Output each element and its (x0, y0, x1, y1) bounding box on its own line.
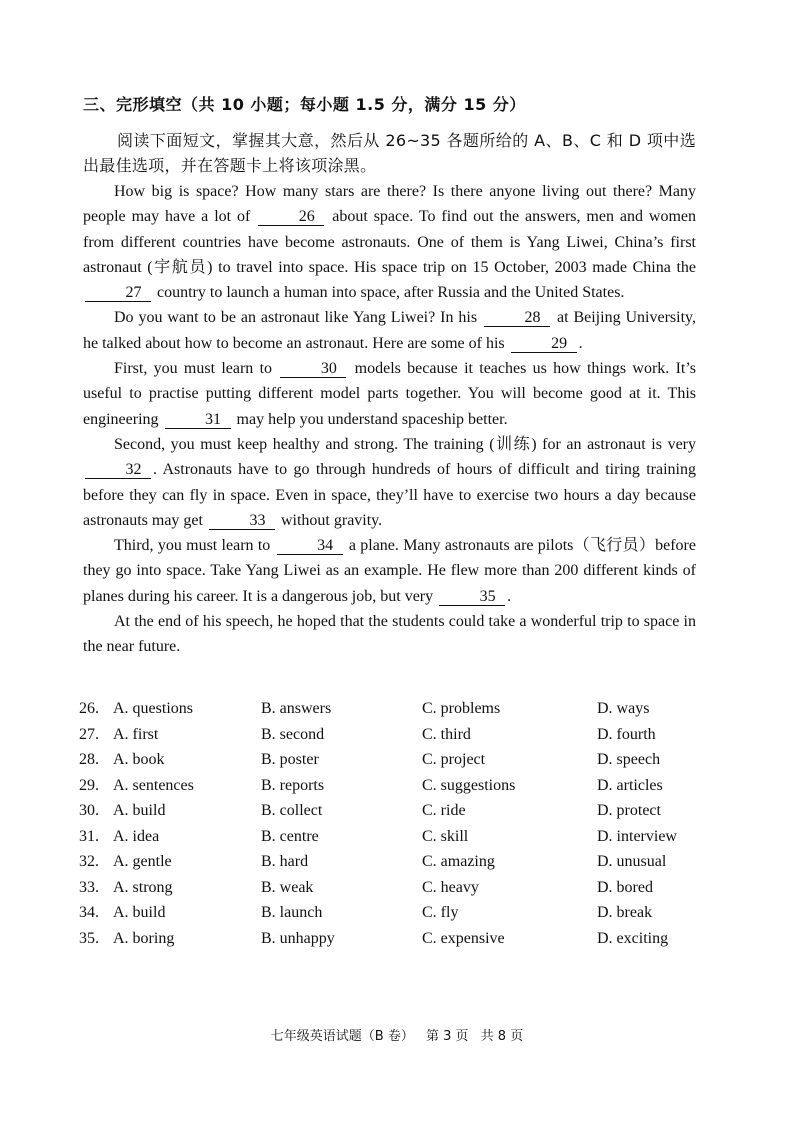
option-a: A. first (113, 725, 159, 743)
option-row-29 (79, 776, 703, 803)
option-c: C. skill (422, 827, 469, 845)
page-number: 第 3 页 (425, 1029, 469, 1044)
page-total: 共 8 页 (480, 1029, 524, 1044)
option-b: B. poster (261, 751, 319, 768)
blank-34: 34 (277, 538, 343, 555)
question-number: 30. (79, 802, 99, 819)
question-number: 34. (79, 904, 99, 921)
option-d: D. break (597, 904, 653, 921)
option-d: D. interview (597, 827, 677, 845)
option-c: C. third (422, 725, 471, 743)
option-a: A. sentences (113, 776, 194, 794)
passage-text: First, you must learn to (114, 360, 273, 378)
page-footer (0, 1025, 794, 1044)
option-c: C. project (422, 751, 486, 768)
option-row-28 (79, 751, 703, 777)
option-b: B. answers (261, 700, 332, 717)
section-title: 三、完形填空（共 10 小题；每小题 1.5 分，满分 15 分） (83, 95, 526, 114)
paragraph-3 (83, 356, 696, 432)
option-b: B. launch (261, 904, 323, 921)
option-c: C. heavy (422, 878, 479, 896)
option-a: A. idea (113, 827, 160, 845)
passage-text: about space. To find out the answers, men and women from different countries have become astronauts. One of them is Yang Liwei, China’s first astronaut (宇航员) to travel into space. His space trip on 15 October, 2003 made China the (83, 208, 697, 276)
option-c: C. suggestions (422, 776, 516, 794)
option-a: A. questions (113, 700, 193, 717)
option-b: B. collect (261, 802, 323, 819)
blank-31: 31 (165, 412, 231, 429)
passage-text: Third, you must learn to (114, 537, 271, 555)
cloze-passage (83, 179, 696, 660)
blank-35: 35 (439, 589, 505, 606)
option-row-35 (79, 929, 703, 956)
passage-text: without gravity. (280, 511, 383, 529)
option-row-34 (79, 904, 703, 930)
paragraph-6 (83, 609, 696, 660)
option-d: D. speech (597, 751, 661, 768)
paragraph-4 (83, 432, 696, 533)
option-row-26 (79, 700, 703, 726)
blank-26: 26 (258, 209, 324, 226)
option-c: C. amazing (422, 853, 495, 870)
passage-text: models because it teaches us how things work. It’s useful to practise putting different model parts together. You will become good at it. This engineering (83, 360, 697, 428)
passage-text: a plane. Many astronauts are pilots（飞行员）before they go into space. Take Yang Liwei as an example. He flew more than 200 different kinds of planes during his career. It is a dangerous job, but very (83, 537, 696, 605)
option-b: B. reports (261, 776, 325, 794)
option-d: D. protect (597, 802, 661, 819)
question-number: 31. (79, 827, 99, 845)
option-a: A. build (113, 904, 166, 921)
passage-text: at Beijing University, he talked about how to become an astronaut. Here are some of his (83, 309, 697, 352)
question-number: 26. (79, 700, 99, 717)
question-number: 27. (79, 725, 99, 743)
option-row-27 (79, 725, 703, 752)
option-d: D. ways (597, 700, 650, 717)
option-a: A. gentle (113, 853, 172, 870)
paragraph-5 (83, 533, 696, 609)
answer-options (79, 700, 703, 955)
option-b: B. hard (261, 853, 309, 870)
option-a: A. strong (113, 878, 173, 896)
passage-text: Do you want to be an astronaut like Yang Liwei? In his (114, 309, 478, 327)
option-a: A. build (113, 802, 166, 819)
option-b: B. weak (261, 878, 314, 896)
option-b: B. unhappy (261, 929, 335, 947)
paragraph-2 (83, 305, 696, 356)
passage-text: How big is space? How many stars are there? Is there anyone living out there? Many people may have a lot of (83, 183, 696, 226)
option-c: C. problems (422, 700, 501, 717)
blank-28: 28 (484, 310, 550, 327)
question-number: 33. (79, 878, 99, 896)
passage-text: may help you understand spaceship better. (236, 410, 508, 428)
option-d: D. bored (597, 878, 653, 896)
option-d: D. articles (597, 776, 663, 794)
option-a: A. boring (113, 929, 175, 947)
option-a: A. book (113, 751, 165, 768)
passage-text: . (578, 334, 583, 352)
option-b: B. centre (261, 827, 319, 845)
question-number: 32. (79, 853, 99, 870)
option-row-30 (79, 802, 703, 828)
passage-text: . Astronauts have to go through hundreds of hours of difficult and tiring training before they can fly in space. Even in space, they’ll have to exercise two hours a day because astronauts may get (83, 461, 696, 529)
option-c: C. fly (422, 904, 459, 921)
option-row-31 (79, 827, 703, 854)
exam-title: 七年级英语试题（B 卷） (270, 1029, 414, 1044)
passage-text: At the end of his speech, he hoped that the students could take a wonderful trip to space in the near future. (83, 613, 696, 656)
option-row-33 (79, 878, 703, 905)
passage-text: country to launch a human into space, after Russia and the United States. (157, 284, 625, 302)
passage-text: Second, you must keep healthy and strong. The training (训练) for an astronaut is very (114, 435, 696, 453)
option-d: D. unusual (597, 853, 667, 870)
question-number: 28. (79, 751, 99, 768)
blank-30: 30 (280, 361, 346, 378)
blank-29: 29 (511, 336, 577, 353)
blank-33: 33 (209, 513, 275, 530)
passage-text: . (507, 587, 512, 605)
option-b: B. second (261, 725, 325, 743)
blank-32: 32 (85, 462, 151, 479)
question-number: 35. (79, 929, 99, 947)
option-c: C. ride (422, 802, 466, 819)
option-c: C. expensive (422, 929, 505, 947)
paragraph-1 (83, 179, 696, 305)
option-d: D. fourth (597, 725, 656, 743)
option-row-32 (79, 853, 703, 879)
question-number: 29. (79, 776, 99, 794)
instructions: 阅读下面短文，掌握其大意，然后从 26~35 各题所给的 A、B、C 和 D 项中选出最佳选项，并在答题卡上将该项涂黑。 (83, 131, 696, 175)
option-d: D. exciting (597, 929, 669, 947)
blank-27: 27 (85, 285, 151, 302)
